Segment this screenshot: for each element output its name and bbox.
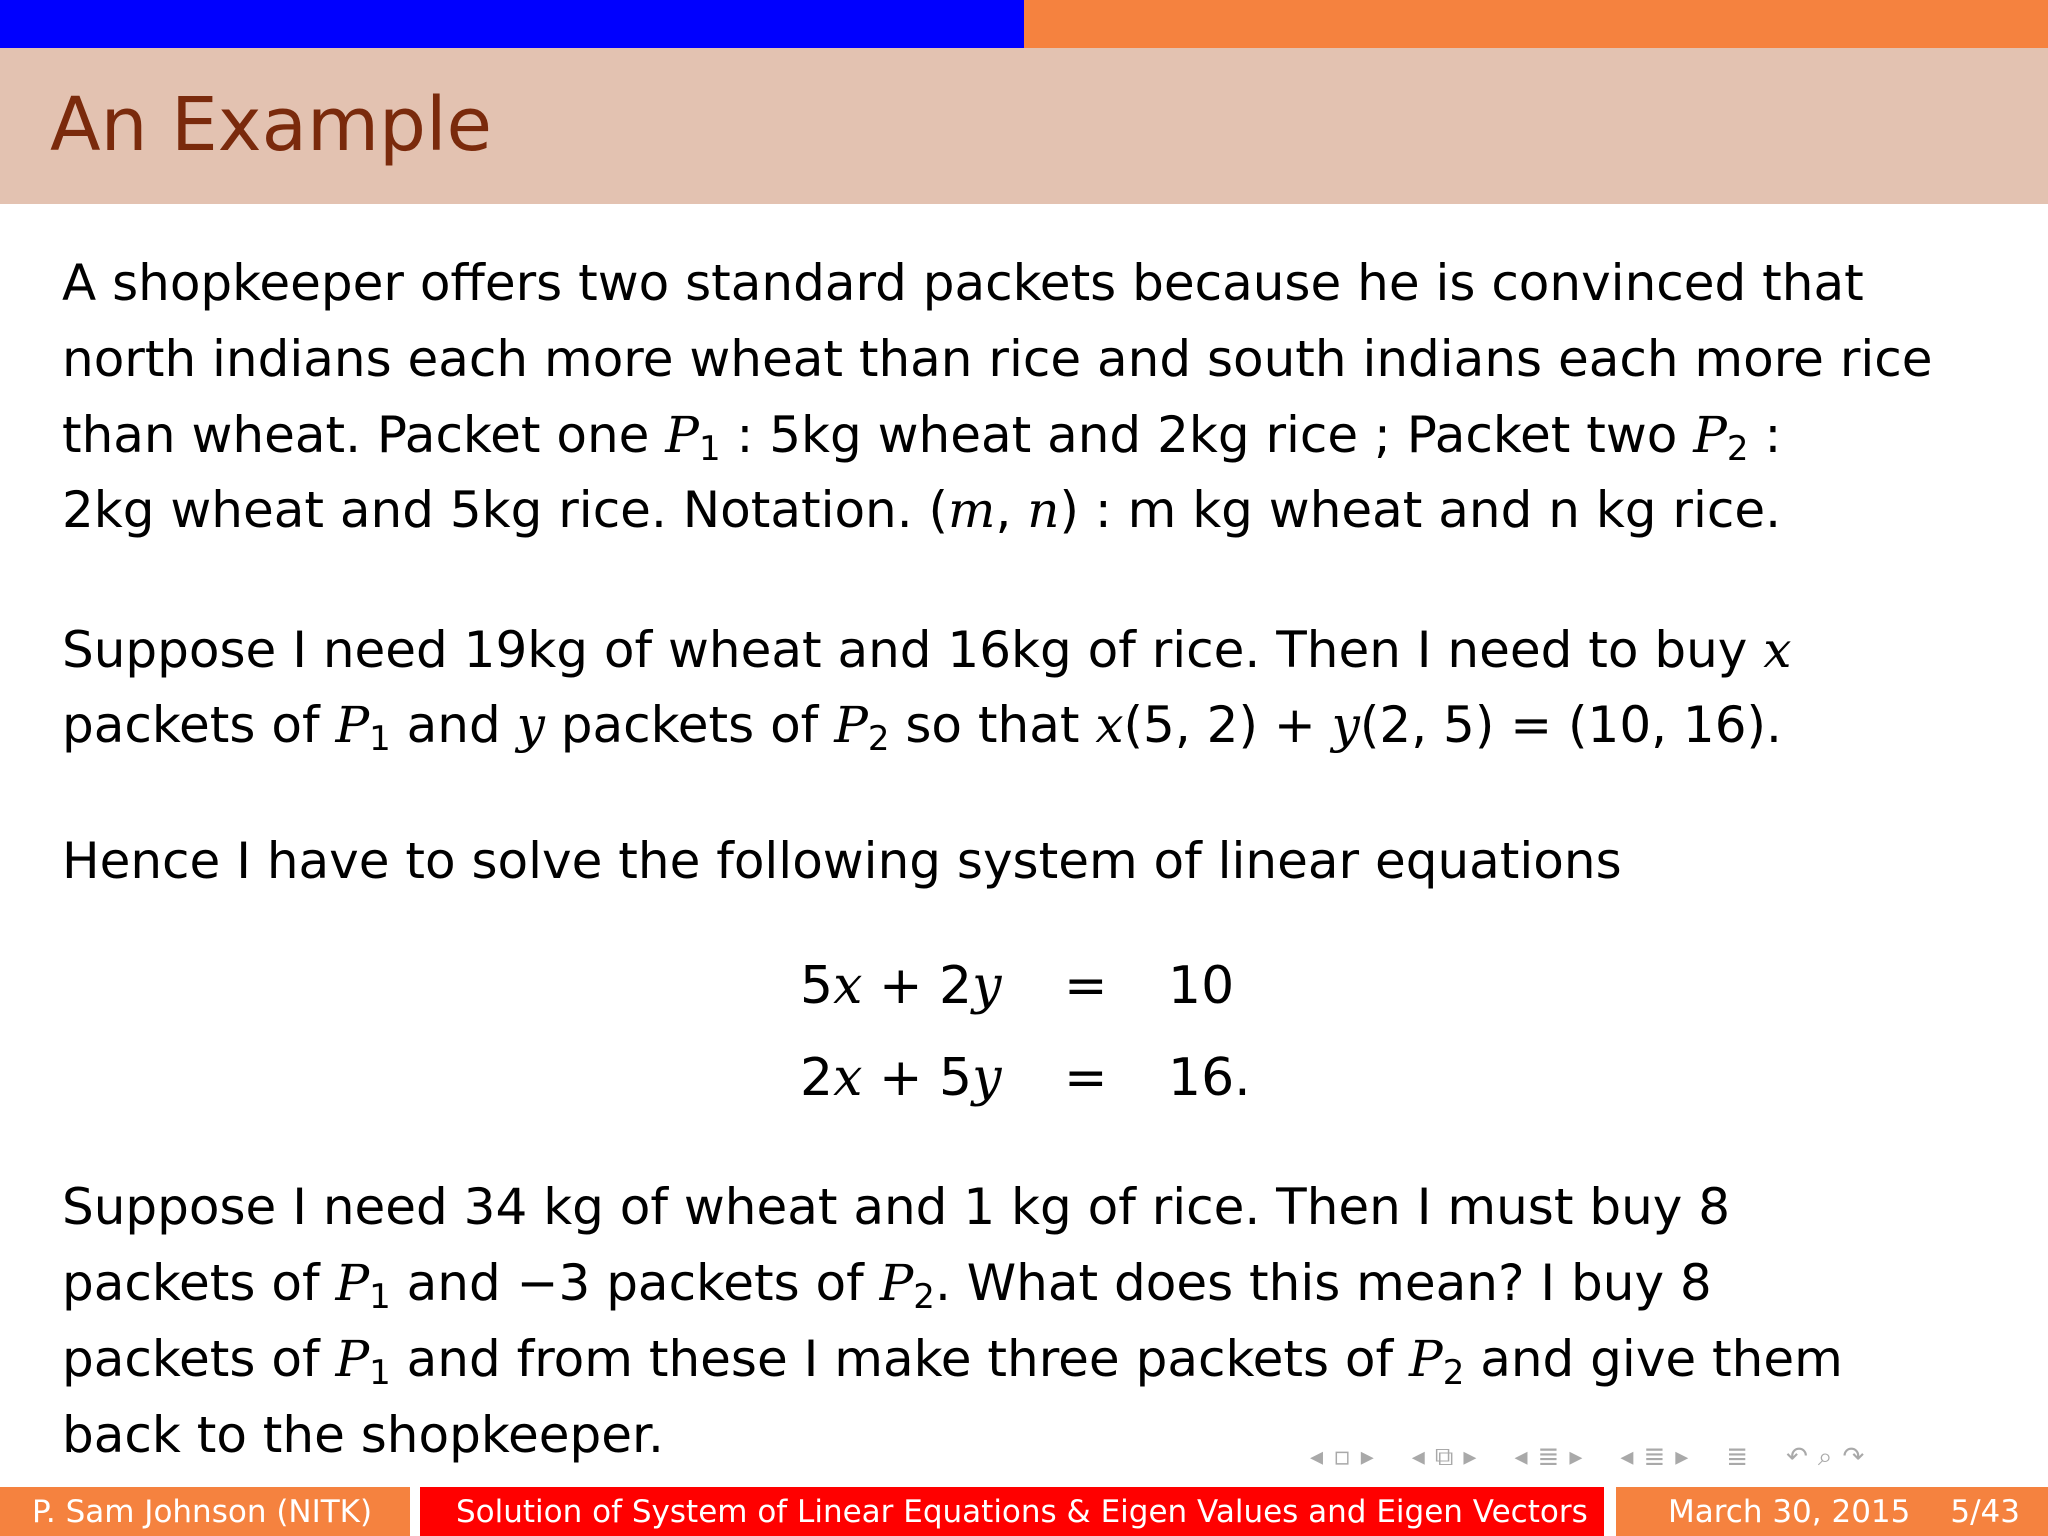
- para1-line4: 2kg wheat and 5kg rice. Notation. (m, n) : m kg wheat and n kg rice.: [62, 481, 1782, 539]
- para1-line1: A shopkeeper offers two standard packets because he is convinced that: [62, 254, 1864, 312]
- slide-title: An Example: [50, 82, 493, 168]
- beamer-navigation: [1310, 1437, 1874, 1477]
- top-color-bar: [0, 0, 2048, 48]
- footer-separator-2: [1604, 1487, 1616, 1536]
- document-next-icon[interactable]: ▸: [1675, 1442, 1689, 1472]
- equation-2-lhs: 2x + 5y: [800, 1048, 1002, 1108]
- table-of-contents-icon[interactable]: ≣: [1726, 1442, 1749, 1472]
- para2-line2: packets of $P_1$ and y packets of $P_2$ so that x(5, 2) + y(2, 5) = (10, 16).: [62, 696, 1782, 759]
- forward-icon[interactable]: ↷: [1842, 1442, 1865, 1472]
- footer-date-page: [1616, 1487, 2048, 1536]
- para4-line1: Suppose I need 34 kg of wheat and 1 kg of rice. Then I must buy 8: [62, 1178, 1731, 1236]
- equation-2-rhs: 16.: [1168, 1048, 1251, 1108]
- para1-line3: than wheat. Packet one $P_1$ : 5kg wheat and 2kg rice ; Packet two $P_2$ :: [62, 406, 1782, 469]
- footer-date: March 30, 2015: [1667, 1493, 1911, 1530]
- frame-icon[interactable]: ▫: [1333, 1442, 1351, 1472]
- footline: [0, 1487, 2048, 1536]
- document-icon[interactable]: ≣: [1643, 1442, 1666, 1472]
- subsection-icon[interactable]: ⧉: [1434, 1441, 1454, 1472]
- top-bar-right: [1024, 0, 2048, 48]
- back-icon[interactable]: ↶: [1786, 1442, 1808, 1472]
- frame-next-icon[interactable]: ▸: [1360, 1442, 1374, 1472]
- subsection-next-icon[interactable]: ▸: [1463, 1442, 1477, 1472]
- section-next-icon[interactable]: ▸: [1569, 1442, 1583, 1472]
- equation-1-rhs: 10: [1168, 956, 1235, 1016]
- footer-talk-title: Solution of System of Linear Equations & Eigen Values and Eigen Vectors: [420, 1487, 1604, 1536]
- footer-author: P. Sam Johnson (NITK): [0, 1487, 410, 1536]
- para4-line3: packets of $P_1$ and from these I make three packets of $P_2$ and give them: [62, 1330, 1843, 1393]
- equation-1-equals: =: [1064, 956, 1108, 1016]
- equation-1-lhs: 5x + 2y: [800, 956, 1002, 1016]
- para4-line2: packets of $P_1$ and −3 packets of $P_2$. What does this mean? I buy 8: [62, 1254, 1712, 1317]
- equation-2-equals: =: [1064, 1048, 1108, 1108]
- para2-line1: Suppose I need 19kg of wheat and 16kg of rice. Then I need to buy x: [62, 621, 1792, 679]
- section-prev-icon[interactable]: ◂: [1514, 1442, 1528, 1472]
- top-bar-left: [0, 0, 1024, 48]
- document-prev-icon[interactable]: ◂: [1620, 1442, 1634, 1472]
- para1-line2: north indians each more wheat than rice and south indians each more rice: [62, 330, 1933, 388]
- para4-line4: back to the shopkeeper.: [62, 1406, 664, 1464]
- section-icon[interactable]: ≣: [1537, 1442, 1560, 1472]
- search-icon[interactable]: ⌕: [1817, 1441, 1833, 1472]
- frame-prev-icon[interactable]: ◂: [1310, 1442, 1324, 1472]
- subsection-prev-icon[interactable]: ◂: [1411, 1442, 1425, 1472]
- footer-separator: [410, 1487, 420, 1536]
- footer-page-number: 5/43: [1950, 1493, 2020, 1530]
- para3-line1: Hence I have to solve the following system of linear equations: [62, 832, 1622, 890]
